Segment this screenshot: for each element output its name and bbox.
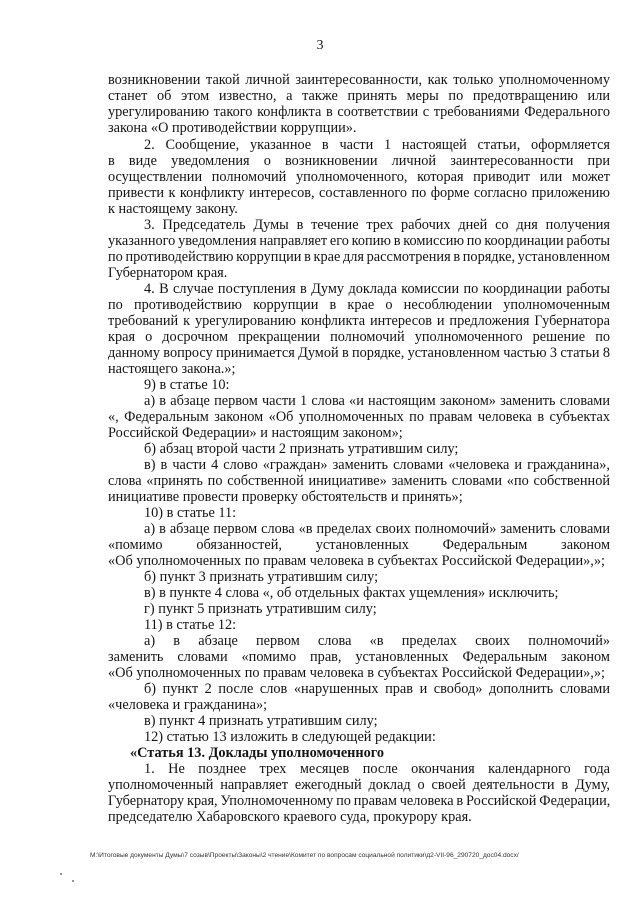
text-line: урегулированию такого конфликта в соответствии с требованиями Федерального xyxy=(108,104,610,120)
text-line: а) в абзаце первом слова «в пределах своих полномочий» xyxy=(144,633,610,649)
text-line: 3. Председатель Думы в течение трех рабочих дней со дня получения xyxy=(144,217,610,233)
text-line: Губернатору края, Уполномоченному по правам человека в Российской Федерации, xyxy=(108,793,611,809)
text-line: 12) статью 13 изложить в следующей редакции: xyxy=(144,729,436,745)
text-line: 2. Сообщение, указанное в части 1 настоящей статьи, оформляется xyxy=(144,137,610,153)
text-line: «Об уполномоченных по правам человека в субъектах Российской Федерации»,»; xyxy=(108,553,606,569)
text-line: осуществлении полномочий уполномоченного, которая приводит или может xyxy=(108,169,610,185)
text-line: в) в части 4 слово «граждан» заменить словами «человека и гражданина», xyxy=(144,457,610,473)
text-line: по противодействию коррупции в крае для рассмотрения в порядке, установленном xyxy=(108,249,611,265)
text-line: 4. В случае поступления в Думу доклада комиссии по координации работы xyxy=(144,281,610,297)
scan-speck xyxy=(72,880,74,882)
scan-speck xyxy=(60,873,62,875)
text-line: Губернатором края. xyxy=(108,265,228,281)
text-line: данному вопросу принимается Думой в порядке, установленном частью 3 статьи 8 xyxy=(108,345,610,361)
text-line: инициативе провести проверку обстоятельств и принять»; xyxy=(108,489,463,505)
file-path-footer: M:\Итоговые документы Думы\7 созыв\Проекты\Законы\2 чтение\Комитет по вопросам социальной политики\д2-VII-96_290720_доc04.docx/ xyxy=(90,852,519,859)
text-line: председателю Хабаровского краевого суда, прокурору края. xyxy=(108,809,472,825)
text-line: указанного уведомления направляет его копию в комиссию по координации работы xyxy=(108,233,610,249)
text-line: в виде уведомления о возникновении личной заинтересованности при xyxy=(108,153,610,169)
text-line: станет об этом известно, а также принять меры по предотвращению или xyxy=(108,88,610,104)
text-line: 9) в статье 10: xyxy=(144,377,230,393)
text-line: б) абзац второй части 2 признать утратившим силу; xyxy=(144,441,459,457)
text-line: Российской Федерации» и настоящим законом»; xyxy=(108,425,403,441)
text-line: закона «О противодействии коррупции». xyxy=(108,120,357,136)
text-line: в) пункт 4 признать утратившим силу; xyxy=(144,713,378,729)
text-line: «, Федеральным законом «Об уполномоченных по правам человека в субъектах xyxy=(108,409,610,425)
text-line: уполномоченный направляет ежегодный доклад о своей деятельности в Думу, xyxy=(108,777,610,793)
text-line: к настоящему закону. xyxy=(108,201,238,217)
text-line: а) в абзаце первом части 1 слова «и настоящим законом» заменить словами xyxy=(144,393,610,409)
text-line: по противодействию коррупции в крае о несоблюдении уполномоченным xyxy=(108,297,610,313)
page-number: 3 xyxy=(316,38,324,53)
text-line: 10) в статье 11: xyxy=(144,505,237,521)
text-line: настоящего закона.»; xyxy=(108,361,236,377)
text-line: слова «принять по собственной инициативе» заменить словами «по собственной xyxy=(108,473,610,489)
text-line: заменить словами «помимо прав, установленных Федеральным законом xyxy=(108,649,610,665)
text-line: а) в абзаце первом слова «в пределах своих полномочий» заменить словами xyxy=(144,521,610,537)
text-line: «человека и гражданина»; xyxy=(108,697,268,713)
text-line: возникновении такой личной заинтересованности, как только уполномоченному xyxy=(108,72,610,88)
text-line: 11) в статье 12: xyxy=(144,617,237,633)
text-line: 1. Не позднее трех месяцев после окончания календарного года xyxy=(144,761,610,777)
text-line: «помимо обязанностей, установленных Федеральным законом xyxy=(108,537,610,553)
text-line: г) пункт 5 признать утратившим силу; xyxy=(144,601,377,617)
text-line: б) пункт 2 после слов «нарушенных прав и свобод» дополнить словами xyxy=(144,681,610,697)
text-line: б) пункт 3 признать утратившим силу; xyxy=(144,569,379,585)
article-heading: «Статья 13. Доклады уполномоченного xyxy=(130,745,385,761)
text-line: требований к урегулированию конфликта интересов и предложения Губернатора xyxy=(108,313,610,329)
text-line: привести к конфликту интересов, составленного по форме согласно приложению xyxy=(108,185,610,201)
text-line: края о досрочном прекращении полномочий уполномоченного решение по xyxy=(108,329,610,345)
text-line: «Об уполномоченных по правам человека в субъектах Российской Федерации»,»; xyxy=(108,665,606,681)
text-line: в) в пункте 4 слова «, об отдельных фактах ущемления» исключить; xyxy=(144,585,559,601)
